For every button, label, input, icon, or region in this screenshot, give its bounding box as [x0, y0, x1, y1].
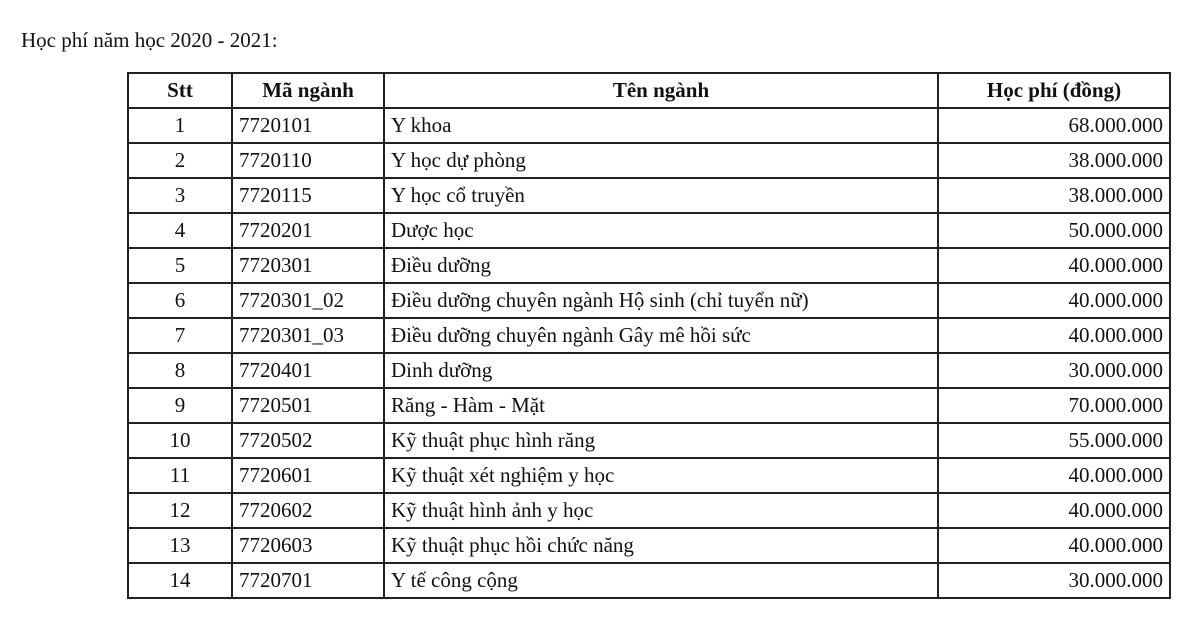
cell-code: 7720603: [232, 528, 384, 563]
cell-stt: 9: [128, 388, 232, 423]
table-row: [128, 318, 1170, 353]
table-row: [128, 528, 1170, 563]
cell-stt: 11: [128, 458, 232, 493]
table-row: [128, 283, 1170, 318]
table-row: [128, 143, 1170, 178]
table-header: [128, 73, 1170, 108]
cell-fee: 40.000.000: [938, 248, 1170, 283]
cell-name: Y học cổ truyền: [384, 178, 938, 213]
cell-code: 7720401: [232, 353, 384, 388]
header-stt: Stt: [128, 73, 232, 108]
cell-fee: 40.000.000: [938, 318, 1170, 353]
cell-stt: 10: [128, 423, 232, 458]
cell-fee: 68.000.000: [938, 108, 1170, 143]
table-body: [128, 108, 1170, 598]
table-row: [128, 493, 1170, 528]
cell-code: 7720301_03: [232, 318, 384, 353]
cell-code: 7720701: [232, 563, 384, 598]
cell-fee: 40.000.000: [938, 458, 1170, 493]
cell-fee: 40.000.000: [938, 283, 1170, 318]
cell-name: Dược học: [384, 213, 938, 248]
cell-name: Kỹ thuật xét nghiệm y học: [384, 458, 938, 493]
table-row: [128, 108, 1170, 143]
cell-fee: 40.000.000: [938, 528, 1170, 563]
cell-fee: 40.000.000: [938, 493, 1170, 528]
cell-name: Y khoa: [384, 108, 938, 143]
cell-name: Kỹ thuật hình ảnh y học: [384, 493, 938, 528]
cell-fee: 38.000.000: [938, 143, 1170, 178]
cell-code: 7720602: [232, 493, 384, 528]
table-row: [128, 458, 1170, 493]
table-row: [128, 248, 1170, 283]
cell-stt: 14: [128, 563, 232, 598]
table-row: [128, 423, 1170, 458]
table-row: [128, 178, 1170, 213]
cell-name: Kỹ thuật phục hồi chức năng: [384, 528, 938, 563]
cell-stt: 12: [128, 493, 232, 528]
cell-code: 7720115: [232, 178, 384, 213]
cell-code: 7720502: [232, 423, 384, 458]
cell-code: 7720110: [232, 143, 384, 178]
table-row: [128, 213, 1170, 248]
cell-code: 7720101: [232, 108, 384, 143]
header-code: Mã ngành: [232, 73, 384, 108]
cell-name: Điều dưỡng chuyên ngành Hộ sinh (chỉ tuyển nữ): [384, 283, 938, 318]
header-row: [128, 73, 1170, 108]
cell-fee: 30.000.000: [938, 563, 1170, 598]
tuition-table: [127, 72, 1171, 599]
header-fee: Học phí (đồng): [938, 73, 1170, 108]
cell-name: Y tế công cộng: [384, 563, 938, 598]
cell-fee: 38.000.000: [938, 178, 1170, 213]
cell-fee: 70.000.000: [938, 388, 1170, 423]
cell-code: 7720301: [232, 248, 384, 283]
cell-code: 7720201: [232, 213, 384, 248]
cell-stt: 6: [128, 283, 232, 318]
cell-name: Điều dưỡng: [384, 248, 938, 283]
cell-name: Kỹ thuật phục hình răng: [384, 423, 938, 458]
cell-fee: 50.000.000: [938, 213, 1170, 248]
cell-code: 7720501: [232, 388, 384, 423]
cell-name: Răng - Hàm - Mặt: [384, 388, 938, 423]
cell-stt: 7: [128, 318, 232, 353]
cell-stt: 13: [128, 528, 232, 563]
table-row: [128, 388, 1170, 423]
cell-stt: 5: [128, 248, 232, 283]
cell-fee: 55.000.000: [938, 423, 1170, 458]
cell-stt: 3: [128, 178, 232, 213]
cell-fee: 30.000.000: [938, 353, 1170, 388]
cell-name: Dinh dưỡng: [384, 353, 938, 388]
cell-code: 7720301_02: [232, 283, 384, 318]
cell-name: Điều dưỡng chuyên ngành Gây mê hồi sức: [384, 318, 938, 353]
cell-stt: 2: [128, 143, 232, 178]
cell-name: Y học dự phòng: [384, 143, 938, 178]
cell-stt: 4: [128, 213, 232, 248]
table-row: [128, 353, 1170, 388]
table-row: [128, 563, 1170, 598]
cell-stt: 1: [128, 108, 232, 143]
header-name: Tên ngành: [384, 73, 938, 108]
cell-code: 7720601: [232, 458, 384, 493]
page-heading: Học phí năm học 2020 - 2021:: [21, 28, 278, 52]
cell-stt: 8: [128, 353, 232, 388]
